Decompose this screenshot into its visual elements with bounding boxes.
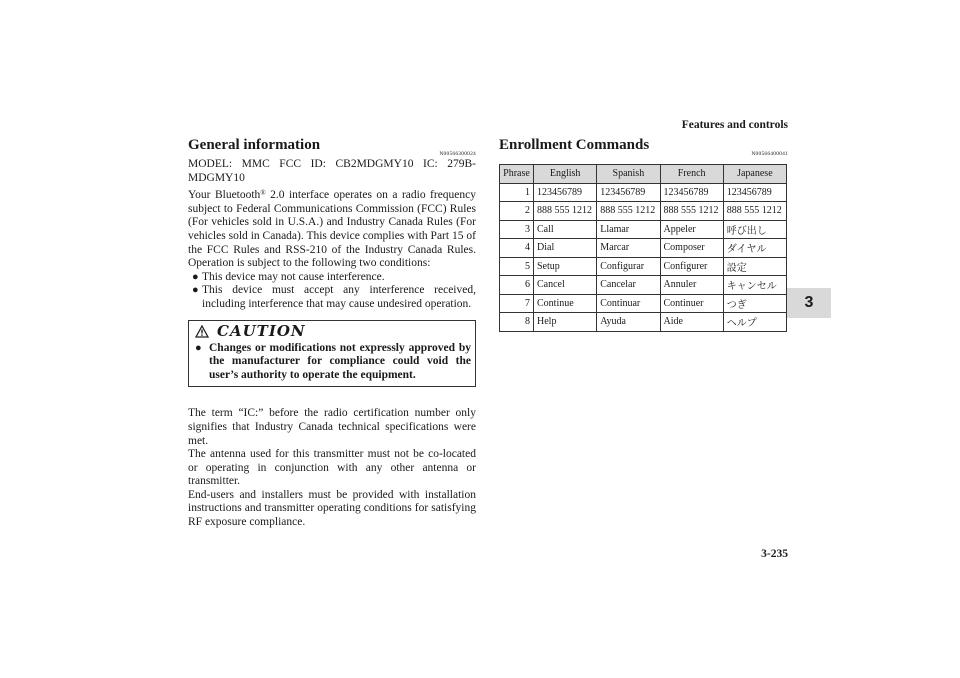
spanish-cell: 888 555 1212: [597, 202, 660, 221]
model-text: MODEL: MMC FCC ID: CB2MDGMY10 IC: 279B-MDGMY10: [188, 158, 476, 184]
spanish-cell: Marcar: [597, 239, 660, 258]
section-heading-enrollment: Enrollment Commands: [499, 137, 650, 153]
condition-text: This device may not cause interference.: [202, 270, 385, 283]
column-header-spanish: Spanish: [597, 165, 660, 184]
table-row: [500, 220, 787, 239]
column-header-phrase: Phrase: [500, 165, 534, 184]
spanish-cell: Configurar: [597, 257, 660, 276]
japanese-cell: つぎ: [723, 294, 786, 313]
english-cell: 123456789: [534, 183, 597, 202]
phrase-number: 3: [500, 220, 534, 239]
table-row: [500, 257, 787, 276]
bullet-icon: ●: [192, 270, 199, 283]
japanese-cell: ヘルプ: [723, 313, 786, 332]
table-row: [500, 239, 787, 258]
condition-text: This device must accept any interference received, including interference that may cause undesired operation.: [202, 284, 476, 310]
japanese-cell: 888 555 1212: [723, 202, 786, 221]
list-item: [188, 271, 476, 285]
spanish-cell: Cancelar: [597, 276, 660, 295]
column-header-french: French: [660, 165, 723, 184]
bluetooth-text-start: Your Bluetooth: [188, 189, 261, 202]
page-number: 3-235: [761, 548, 788, 560]
enrollment-commands-table: [499, 164, 787, 332]
section-code: N00566300024: [439, 151, 476, 157]
table-row: [500, 183, 787, 202]
japanese-cell: 設定: [723, 257, 786, 276]
chapter-tab: 3: [787, 288, 831, 318]
bluetooth-text-rest: 2.0 interface operates on a radio frequency subject to Federal Communications Commission (FCC) Rules (For vehicles sold in U.S.A.) and Industry Canada Rules (For vehicles sold in Canada). This device complies with Part 15 of the FCC Rules and RSS-210 of the Industry Canada Rules. Operation is subject to the following two conditions:: [188, 189, 477, 270]
english-cell: Cancel: [534, 276, 597, 295]
phrase-number: 7: [500, 294, 534, 313]
french-cell: 123456789: [660, 183, 723, 202]
spanish-cell: Llamar: [597, 220, 660, 239]
french-cell: Appeler: [660, 220, 723, 239]
english-cell: Call: [534, 220, 597, 239]
english-cell: Setup: [534, 257, 597, 276]
japanese-cell: ダイヤル: [723, 239, 786, 258]
enrollment-commands-section: [499, 136, 788, 332]
table-row: [500, 202, 787, 221]
table-header-row: [500, 165, 787, 184]
phrase-number: 2: [500, 202, 534, 221]
english-cell: 888 555 1212: [534, 202, 597, 221]
caution-header: [195, 323, 471, 340]
french-cell: 888 555 1212: [660, 202, 723, 221]
english-cell: Dial: [534, 239, 597, 258]
caution-box: [188, 320, 476, 388]
spanish-cell: 123456789: [597, 183, 660, 202]
bullet-icon: ●: [195, 341, 202, 354]
section-heading-general: General information: [188, 137, 321, 153]
english-cell: Help: [534, 313, 597, 332]
japanese-cell: キャンセル: [723, 276, 786, 295]
bluetooth-paragraph: [188, 189, 476, 271]
french-cell: Composer: [660, 239, 723, 258]
french-cell: Continuer: [660, 294, 723, 313]
conditions-list: [188, 271, 476, 312]
ic-paragraph: The term “IC:” before the radio certification number only signifies that Industry Canada technical specifications were met.: [188, 407, 476, 447]
japanese-cell: 呼び出し: [723, 220, 786, 239]
warning-triangle-icon: [195, 325, 209, 338]
caution-body: [195, 342, 471, 383]
spanish-cell: Continuar: [597, 294, 660, 313]
bullet-icon: ●: [192, 284, 199, 297]
caution-text: Changes or modifications not expressly approved by the manufacturer for compliance could void the user’s authority to operate the equipment.: [209, 341, 471, 381]
general-information-section: [188, 136, 476, 530]
japanese-cell: 123456789: [723, 183, 786, 202]
french-cell: Aide: [660, 313, 723, 332]
phrase-number: 6: [500, 276, 534, 295]
column-header-english: English: [534, 165, 597, 184]
french-cell: Configurer: [660, 257, 723, 276]
table-row: [500, 313, 787, 332]
section-code: N00566400041: [751, 151, 788, 157]
caution-title: CAUTION: [217, 322, 306, 341]
phrase-number: 5: [500, 257, 534, 276]
table-row: [500, 294, 787, 313]
running-header-title: Features and controls: [681, 119, 788, 131]
english-cell: Continue: [534, 294, 597, 313]
table-row: [500, 276, 787, 295]
list-item: [188, 284, 476, 311]
registered-mark: ®: [260, 189, 266, 198]
phrase-number: 8: [500, 313, 534, 332]
antenna-paragraph: The antenna used for this transmitter must not be co-located or operating in conjunction with any other antenna or transmitter.: [188, 448, 476, 488]
column-header-japanese: Japanese: [723, 165, 786, 184]
phrase-number: 1: [500, 183, 534, 202]
phrase-number: 4: [500, 239, 534, 258]
french-cell: Annuler: [660, 276, 723, 295]
spanish-cell: Ayuda: [597, 313, 660, 332]
exposure-paragraph: End-users and installers must be provided with installation instructions and transmitter operating conditions for satisfying RF exposure compliance.: [188, 488, 476, 529]
